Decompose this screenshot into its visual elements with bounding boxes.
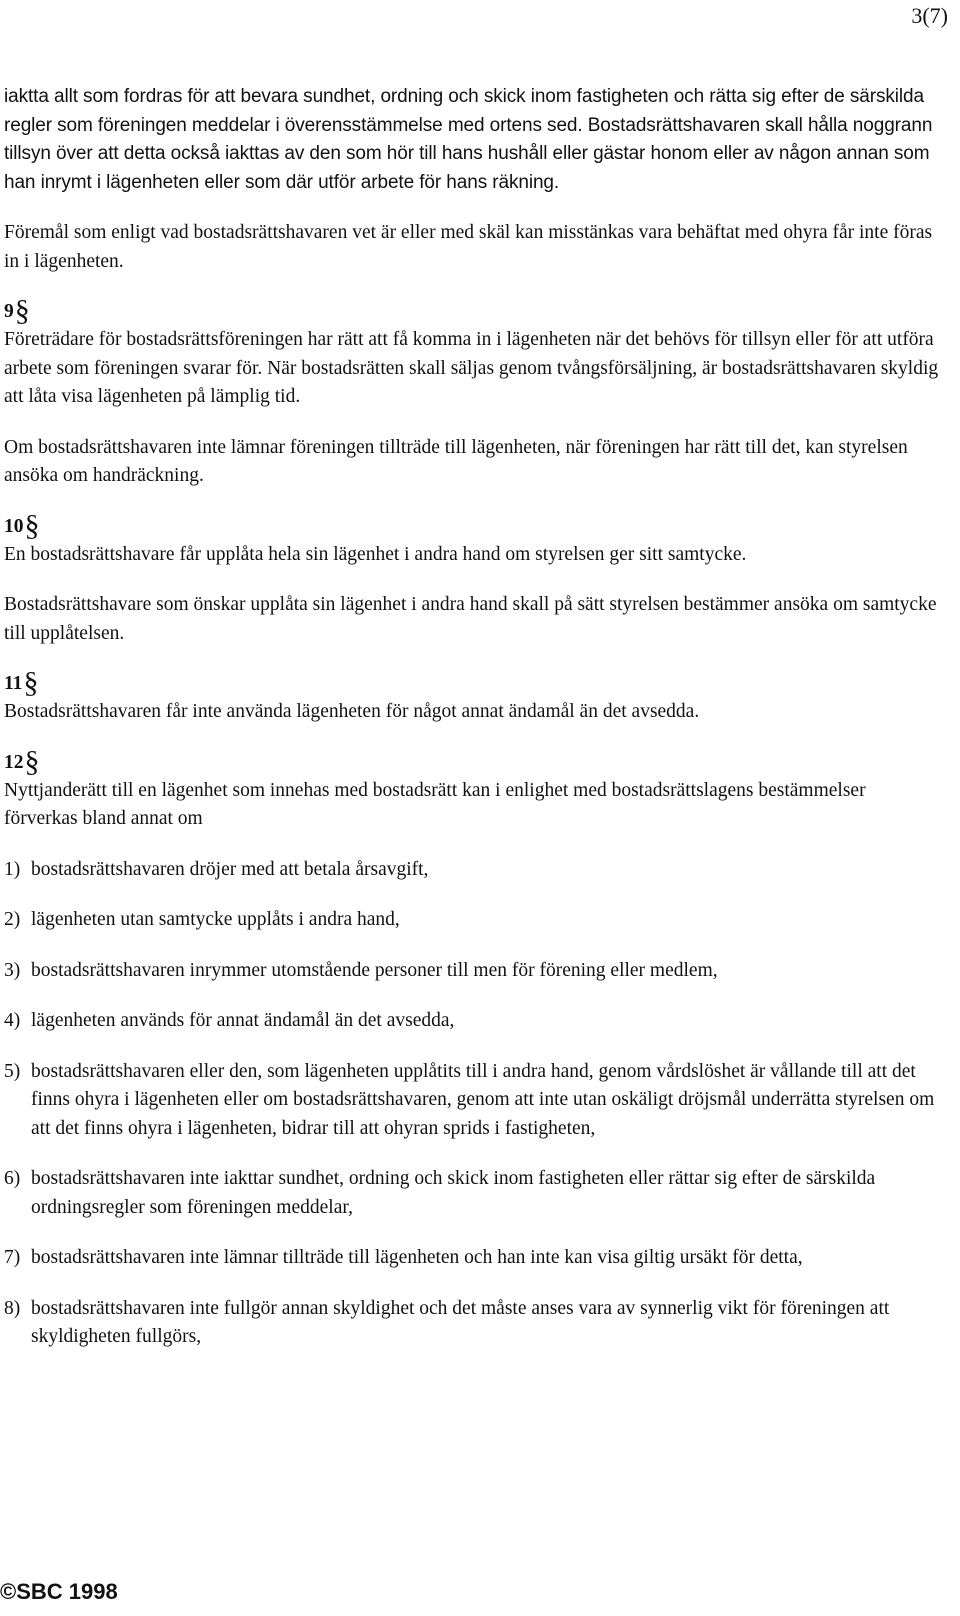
- list-item-text: bostadsrättshavaren eller den, som lägenheten upplåtits till i andra hand, genom vårdslöshet är vållande till att det finns ohyra i lägenheten eller om bostadsrättshavaren, genom att inte utan oskäligt dröjsmål underrätta styrelsen om att det finns ohyra i lägenheten, bidrar till att ohyran sprids i fastigheten,: [31, 1060, 935, 1139]
- list-item: [4, 1165, 939, 1222]
- list-item-number: 2): [4, 909, 21, 930]
- section-number: 11: [4, 673, 23, 694]
- list-item-number: 4): [4, 1010, 21, 1031]
- section-sign-icon: §: [14, 294, 30, 327]
- section-heading-9: [4, 294, 939, 327]
- list-item-number: 3): [4, 959, 21, 981]
- section-heading-11: [4, 666, 939, 699]
- copyright-footer: ©SBC 1998: [0, 1579, 118, 1604]
- list-item-text: bostadsrättshavaren inrymmer utomstående personer till men för förening eller medlem,: [31, 959, 718, 981]
- list-item: [4, 1295, 939, 1352]
- list-item: [4, 856, 939, 885]
- list-item: [4, 906, 939, 935]
- list-item-text: lägenheten används för annat ändamål än det avsedda,: [31, 1010, 455, 1031]
- list-item-text: bostadsrättshavaren dröjer med att betala årsavgift,: [31, 858, 429, 880]
- list-item-text: lägenheten utan samtycke upplåts i andra hand,: [31, 909, 400, 930]
- section-10-paragraph-2: Bostadsrättshavare som önskar upplåta sin lägenhet i andra hand skall på sätt styrelsen bestämmer ansöka om samtycke till upplåtelsen.: [4, 594, 937, 644]
- section-9-paragraph-2: Om bostadsrättshavaren inte lämnar föreningen tillträde till lägenheten, när föreningen har rätt till det, kan styrelsen ansöka om handräckning.: [4, 436, 908, 486]
- section-12-paragraph-1: Nyttjanderätt till en lägenhet som innehas med bostadsrätt kan i enlighet med bostadsrättslagens bestämmelser förverkas bland annat om: [4, 779, 866, 829]
- list-item-number: 7): [4, 1247, 21, 1268]
- section-number: 12: [4, 751, 24, 773]
- list-item-number: 5): [4, 1060, 21, 1082]
- list-item: [4, 1244, 939, 1273]
- section-number: 9: [4, 301, 14, 322]
- section-sign-icon: §: [24, 744, 40, 778]
- list-item-number: 8): [4, 1297, 21, 1319]
- section-heading-10: [4, 508, 939, 542]
- list-item-text: bostadsrättshavaren inte iakttar sundhet, ordning och skick inom fastigheten eller rättar sig efter de särskilda ordningsregler som föreningen meddelar,: [31, 1168, 876, 1218]
- section-number: 10: [4, 515, 24, 537]
- intro-paragraph-1: iaktta allt som fordras för att bevara sundhet, ordning och skick inom fastigheten och rätta sig efter de särskilda regler som föreningen meddelar i överensstämmelse med ortens sed. Bostadsrättshavaren skall hålla noggrann tillsyn över att detta också iakttas av den som hör till hans hushåll eller gästar honom eller av någon annan som han inrymt i lägenheten eller som där utför arbete för hans räkning.: [4, 86, 933, 193]
- list-item-text: bostadsrättshavaren inte fullgör annan skyldighet och det måste anses vara av synnerlig vikt för föreningen att skyldigheten fullgörs,: [31, 1297, 890, 1347]
- section-sign-icon: §: [24, 508, 40, 542]
- list-item: [4, 957, 939, 986]
- document-body: [4, 83, 939, 1352]
- list-item: [4, 1007, 939, 1036]
- section-heading-12: [4, 744, 939, 778]
- page-number: 3(7): [911, 3, 948, 28]
- section-sign-icon: §: [23, 666, 39, 699]
- list-item-text: bostadsrättshavaren inte lämnar tillträde till lägenheten och han inte kan visa giltig ursäkt för detta,: [31, 1247, 803, 1268]
- list-item-number: 1): [4, 858, 21, 880]
- list-item-number: 6): [4, 1168, 21, 1189]
- intro-paragraph-2: Föremål som enligt vad bostadsrättshavaren vet är eller med skäl kan misstänkas vara behäftat med ohyra får inte föras in i lägenheten.: [4, 222, 933, 272]
- section-11-paragraph-1: Bostadsrättshavaren får inte använda lägenheten för något annat ändamål än det avsedda.: [4, 701, 700, 722]
- section-9-paragraph-1: Företrädare för bostadsrättsföreningen har rätt att få komma in i lägenheten när det behövs för tillsyn eller för att utföra arbete som föreningen svarar för. När bostadsrätten skall säljas genom tvångsförsäljning, är bostadsrättshavaren skyldig att låta visa lägenheten på lämplig tid.: [4, 329, 939, 407]
- list-item: [4, 1058, 939, 1144]
- section-10-paragraph-1: En bostadsrättshavare får upplåta hela sin lägenhet i andra hand om styrelsen ger sitt samtycke.: [4, 543, 747, 565]
